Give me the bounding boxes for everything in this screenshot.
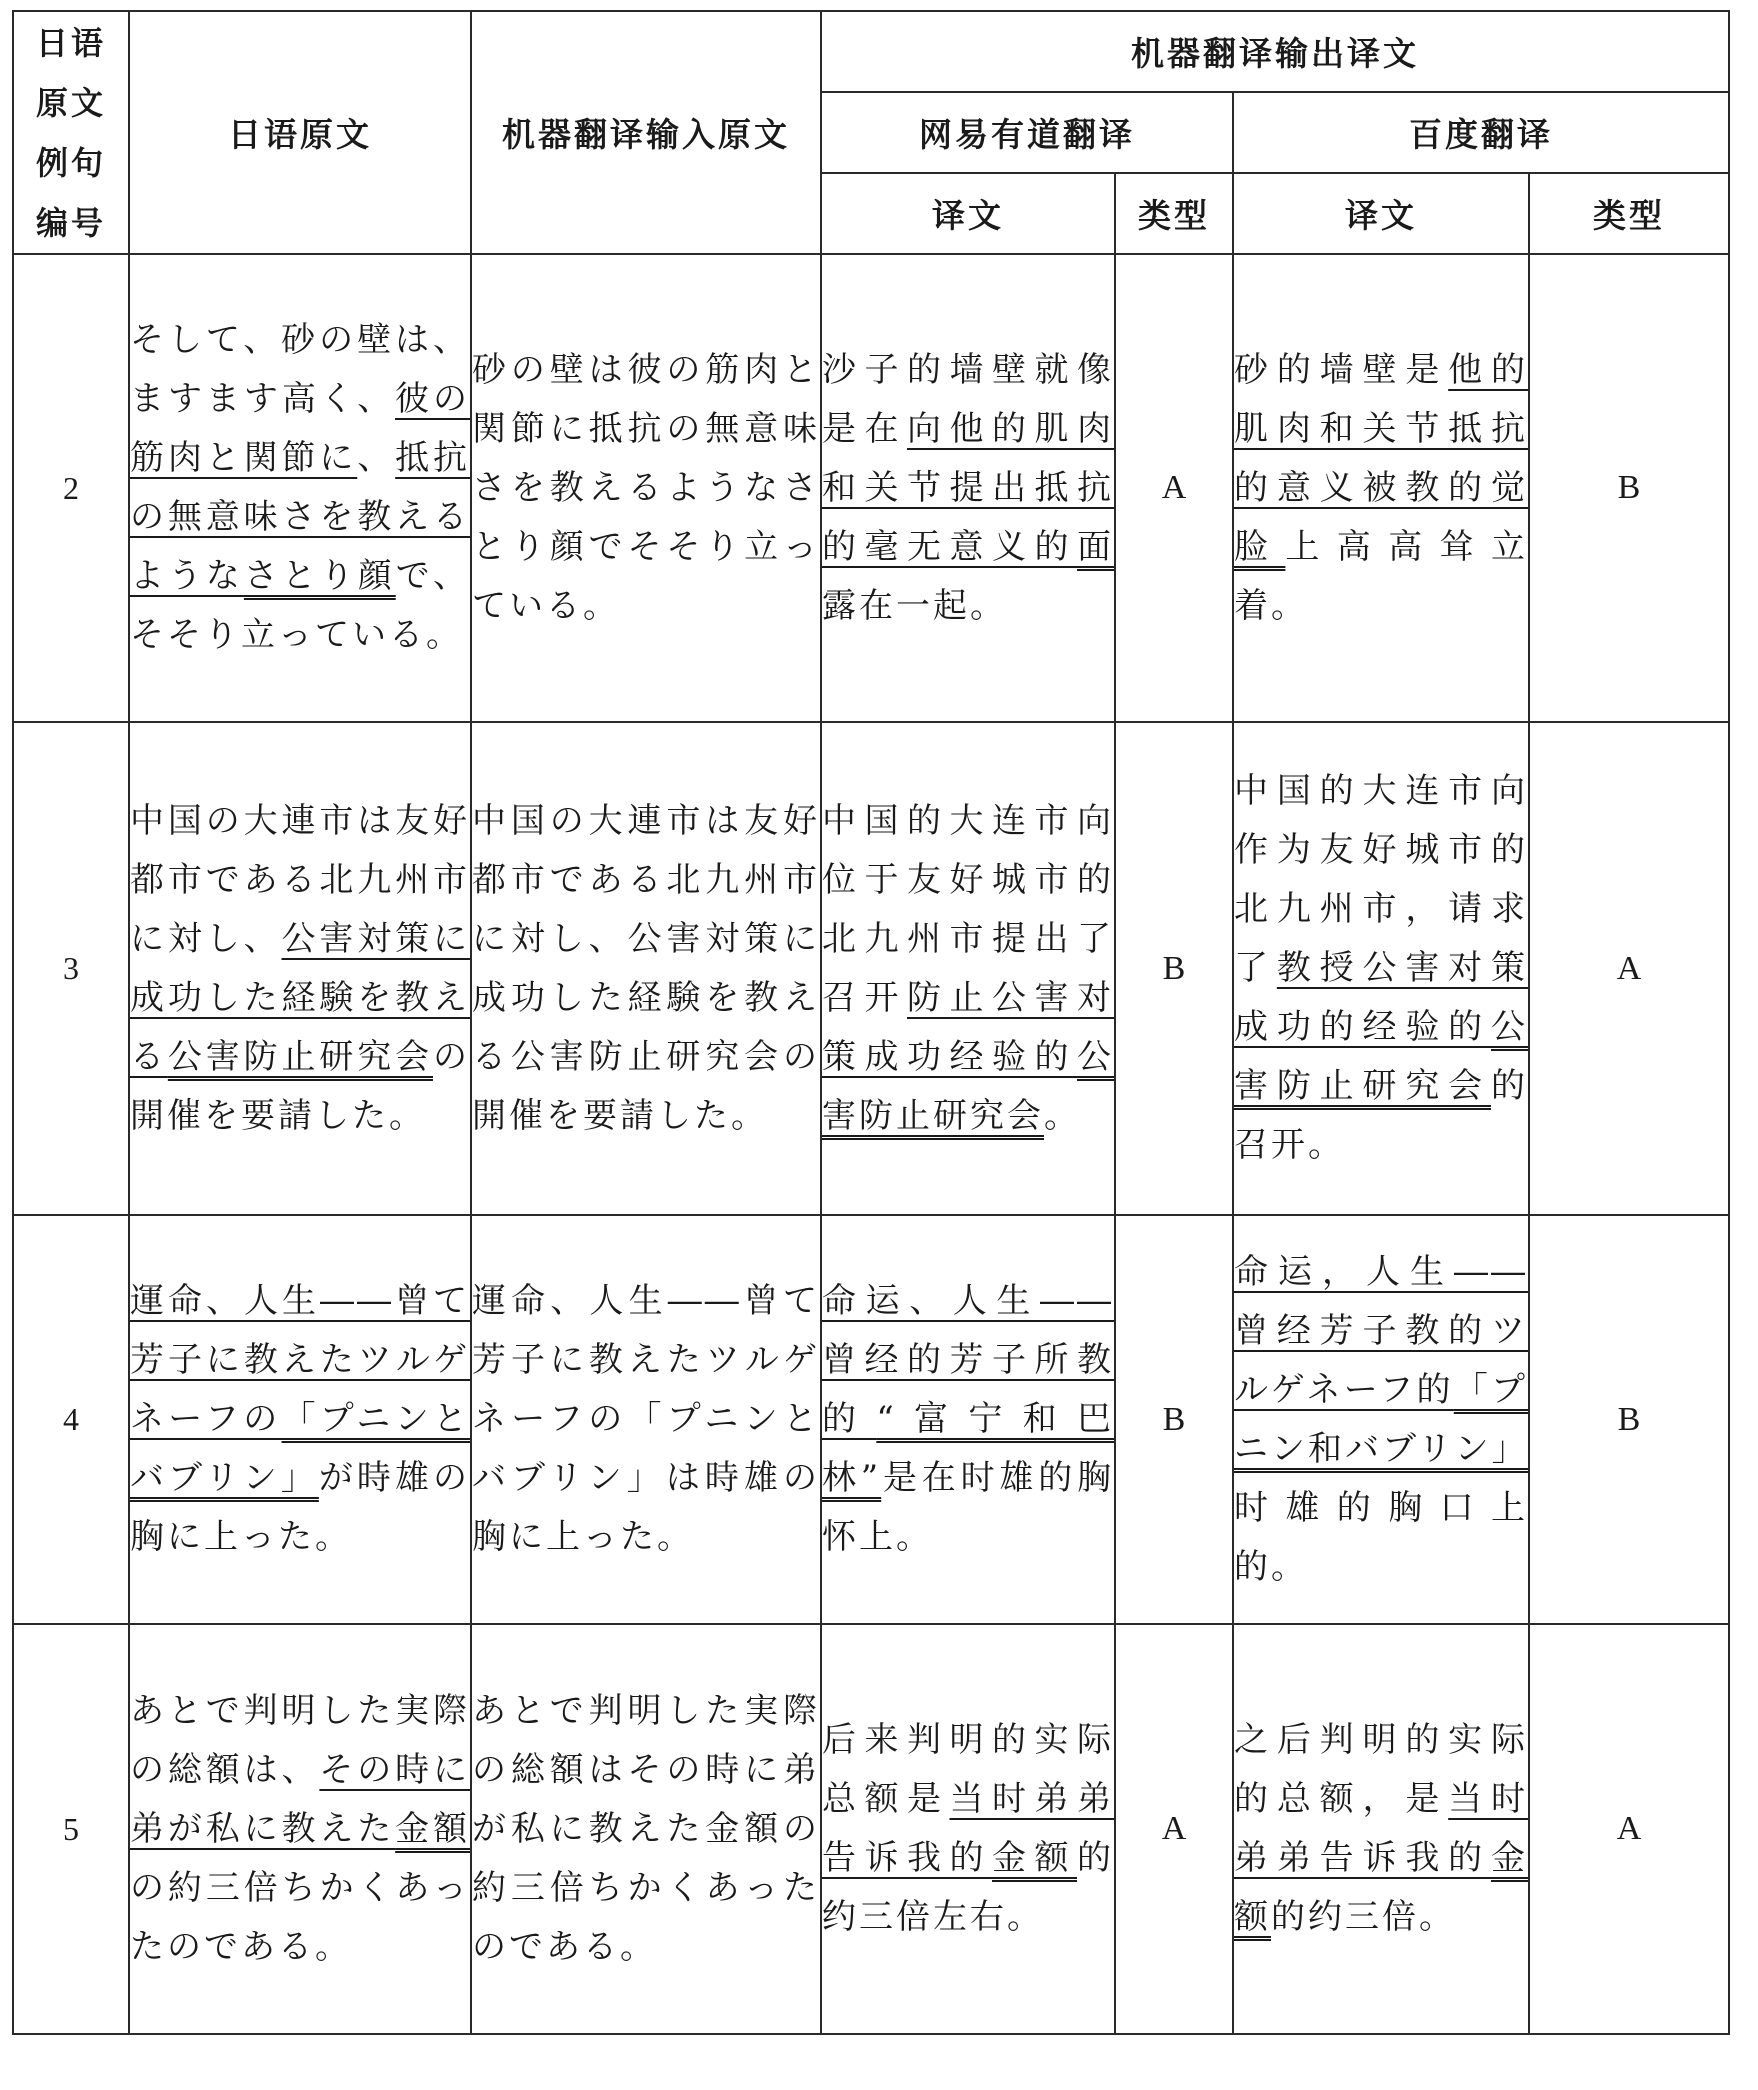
plain-text: 、 [357,438,396,478]
header-num-line: 例句 [35,143,106,182]
plain-text: 上高高耸立着。 [1234,526,1529,626]
double-underlined-text: 公害防止研究会 [822,1036,1114,1136]
plain-text: そして、砂の壁は、ますます高く、 [130,320,470,419]
youdao-translation-cell [821,1215,1115,1624]
underlined-text: 命运、人生――曾经的芳子所教的 [822,1281,1114,1439]
baidu-type-cell: B [1529,1215,1729,1624]
header-row-1 [13,11,1729,92]
underlined-text: 他的肌肉和关节抵抗的意义被教的觉 [1234,349,1529,508]
table-row [13,1215,1729,1624]
double-underlined-text: 公害防止研究会 [167,1036,433,1077]
plain-text: あとで判明した実際の総額は、 [130,1690,470,1790]
baidu-translation-cell [1233,254,1529,722]
plain-text: 中国的大连市向作为友好城市的北九州市，请求了 [1234,771,1528,988]
baidu-translation-cell [1233,722,1529,1215]
underlined-text: 当时弟弟告诉我的 [822,1779,1114,1878]
plain-text: 中国的大连市向位于友好城市的北九州市提出了召开 [822,800,1114,1018]
underlined-text: 教授公害对策成功的经验的 [1234,948,1529,1047]
underlined-text: 当时弟弟告诉我的 [1234,1779,1529,1878]
mt-input-cell: 砂の壁は彼の筋肉と関節に抵抗の無意味さを教えるようなさとり顔でそそり立っている。 [471,254,821,722]
mt-input-cell: 運命、人生――曾て芳子に教えたツルゲネーフの「プニンとバブリン」は時雄の胸に上った。 [471,1215,821,1624]
header-num-line: 原文 [35,83,106,122]
double-underlined-text: “富宁和巴林” [822,1399,1114,1498]
plain-text: が時雄の胸に上った。 [130,1458,471,1557]
example-number: 5 [13,1624,129,2034]
baidu-type-cell: A [1529,1624,1729,2034]
example-number: 4 [13,1215,129,1624]
plain-text: 的约三倍左右。 [822,1838,1114,1937]
plain-text: 中国の大連市は友好都市である北九州市に対し、 [130,800,470,959]
underlined-text: 防止公害对策成功经验的 [822,977,1114,1077]
header-num-line: 日语 [35,23,106,62]
youdao-translation-cell [821,1624,1115,2034]
youdao-type-cell: A [1115,1624,1233,2034]
plain-text: 之后判明的实际的总额，是 [1234,1720,1528,1819]
header-example-number [13,11,129,254]
header-mt-output: 机器翻译输出译文 [821,11,1729,92]
japanese-original-cell [129,1624,471,2034]
double-underlined-text: 「プニンとバブリン」 [130,1399,470,1498]
double-underlined-text: 金额 [1234,1838,1528,1937]
table-row [13,722,1729,1215]
underlined-text: 運命、人生――曾て芳子に教えたツルゲネーフの [130,1281,470,1439]
youdao-type-cell: B [1115,1215,1233,1624]
mt-input-cell: 中国の大連市は友好都市である北九州市に対し、公害対策に成功した経験を教える公害防止研究会の開催を要請した。 [471,722,821,1215]
underlined-text: 公害対策に成功した経験を教える [130,918,470,1077]
example-number: 2 [13,254,129,722]
double-underlined-text: 金額 [395,1808,470,1849]
table-row [13,1624,1729,2034]
underlined-text: 彼の筋肉と関節に [130,379,471,478]
header-num-line: 编号 [35,203,106,242]
double-underlined-text: 「プニン和バブリン」 [1234,1369,1529,1469]
underlined-text: 向他的肌肉和关节提出抵抗的毫无意义的 [822,408,1114,567]
underlined-text: その時に弟が私に教えた [130,1749,470,1849]
baidu-type-cell: B [1529,254,1729,722]
table-row [13,254,1729,722]
header-youdao-type: 类型 [1115,173,1233,254]
underlined-text: 命运，人生――曾经芳子教的ツルゲネーフ的 [1234,1251,1528,1410]
double-underlined-text: さとり顔 [243,556,396,596]
header-baidu: 百度翻译 [1233,92,1729,173]
header-japanese-original: 日语原文 [129,11,471,254]
youdao-translation-cell [821,722,1115,1215]
plain-text: 。 [1044,1095,1081,1136]
baidu-type-cell: A [1529,722,1729,1215]
double-underlined-text: 脸 [1234,526,1286,567]
example-number: 3 [13,722,129,1215]
japanese-original-cell [129,254,471,722]
header-baidu-translation: 译文 [1233,173,1529,254]
japanese-original-cell [129,722,471,1215]
plain-text: 砂的墙壁是 [1234,349,1449,390]
header-mt-input: 机器翻译输入原文 [471,11,821,254]
comparison-table [12,10,1730,2035]
double-underlined-text: 公害防止研究会 [1234,1007,1528,1106]
table-body [13,254,1729,2034]
youdao-translation-cell [821,254,1115,722]
double-underlined-text: 面 [1077,526,1114,567]
plain-text: 的约三倍。 [1271,1897,1456,1937]
plain-text: 后来判明的实际总额是 [822,1720,1114,1819]
header-youdao: 网易有道翻译 [821,92,1233,173]
plain-text: 的召开。 [1234,1066,1528,1165]
plain-text: 是在时雄的胸怀上。 [822,1458,1114,1557]
header-youdao-translation: 译文 [821,173,1115,254]
baidu-translation-cell [1233,1215,1529,1624]
youdao-type-cell: A [1115,254,1233,722]
youdao-type-cell: B [1115,722,1233,1215]
plain-text: の約三倍ちかくあったのである。 [130,1867,470,1967]
plain-text: 露在一起。 [822,585,1007,626]
plain-text: 时雄的胸口上的。 [1234,1487,1528,1587]
plain-text: で、そそり立っている。 [130,556,471,655]
plain-text: の開催を要請した。 [130,1036,470,1136]
double-underlined-text: 金额 [992,1838,1077,1878]
mt-input-cell: あとで判明した実際の総額はその時に弟が私に教えた金額の約三倍ちかくあったのである。 [471,1624,821,2034]
baidu-translation-cell [1233,1624,1529,2034]
header-baidu-type: 类型 [1529,173,1729,254]
underlined-text: 抵抗の無意味さを教えるような [130,438,470,596]
plain-text: 沙子的墙壁就像是在 [822,349,1114,449]
japanese-original-cell [129,1215,471,1624]
